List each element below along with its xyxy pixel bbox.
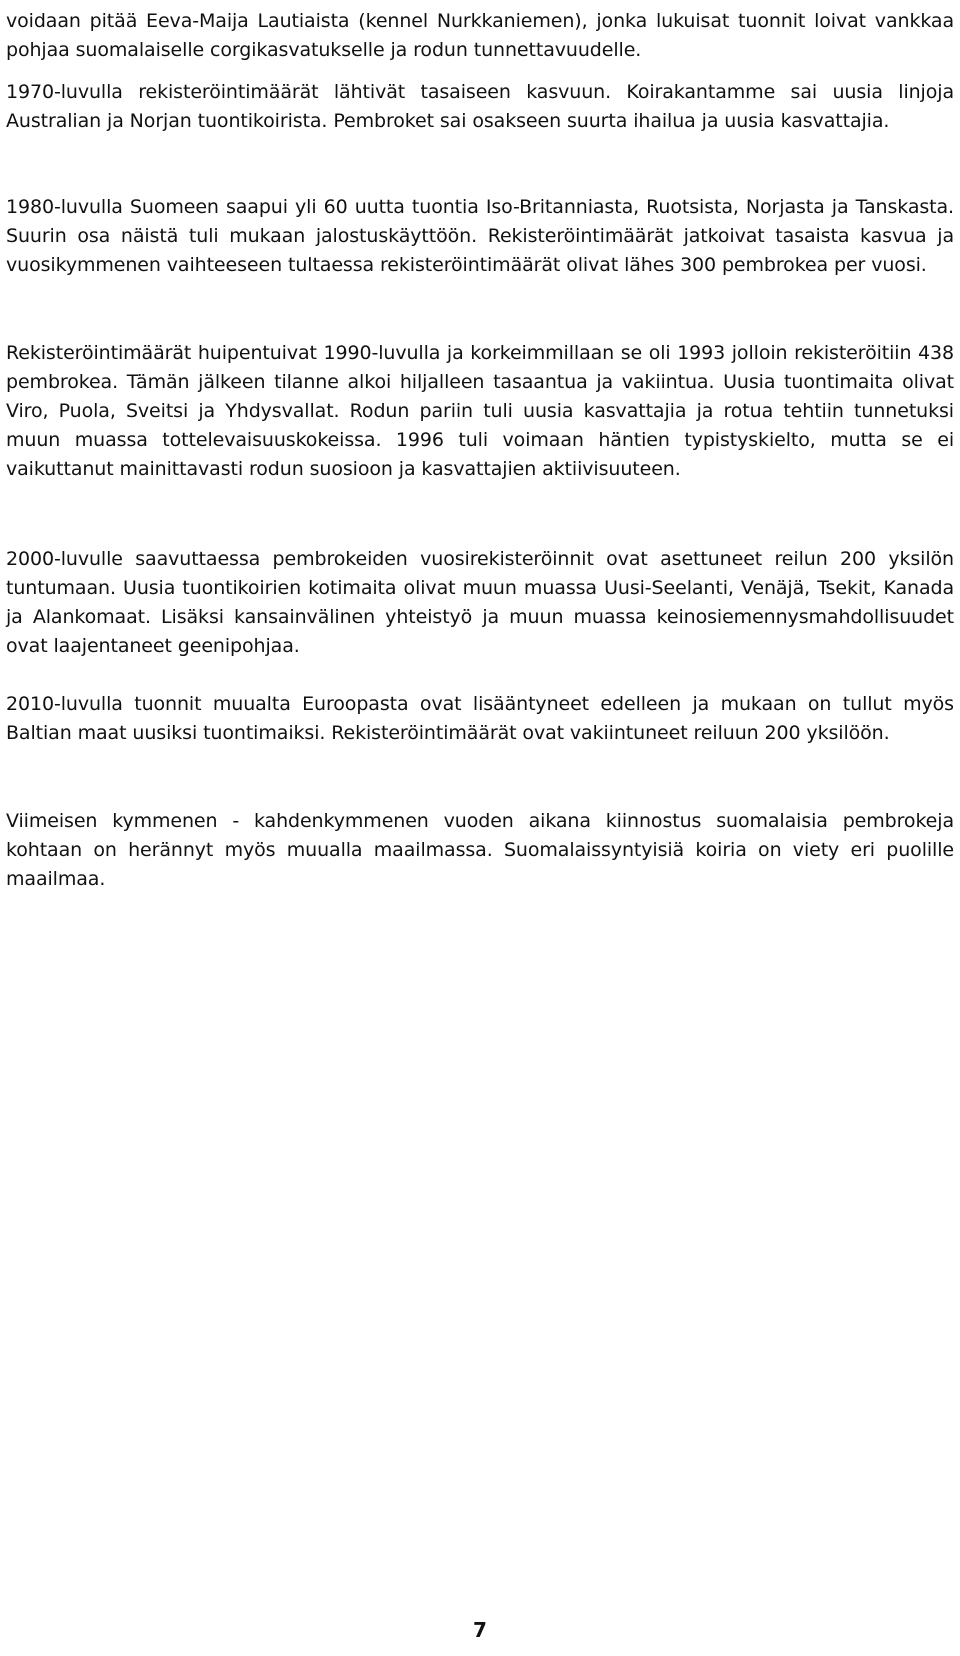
paragraph-2010s: 2010-luvulla tuonnit muualta Euroopasta ovat lisääntyneet edelleen ja mukaan on tullut myös Baltian maat uusiksi tuontimaiksi. Rekisteröintimäärät ovat vakiintuneet reiluun 200 yksilöön. (6, 693, 954, 744)
paragraph-1980s: 1980-luvulla Suomeen saapui yli 60 uutta tuontia Iso-Britanniasta, Ruotsista, Norjasta ja Tanskasta. Suurin osa näistä tuli mukaan jalostuskäyttöön. Rekisteröintimäärät jatkoivat tasaista kasvua ja vuosikymmenen vaihteeseen tultaessa rekisteröintimäärät olivat lähes 300 pembrokea per vuosi. (6, 196, 954, 276)
paragraph-1990s: Rekisteröintimäärät huipentuivat 1990-luvulla ja korkeimmillaan se oli 1993 jolloin rekisteröitiin 438 pembrokea. Tämän jälkeen tilanne alkoi hiljalleen tasaantua ja vakiintua. Uusia tuontimaita olivat Viro, Puola, Sveitsi ja Yhdysvallat. Rodun pariin tuli uusia kasvattajia ja rotua tehtiin tunnetuksi muun muassa tottelevaisuuskokeissa. 1996 tuli voimaan häntien typistyskielto, mutta se ei vaikuttanut mainittavasti rodun suosioon ja kasvattajien aktiivisuuteen. (6, 342, 954, 480)
paragraph-international-interest: Viimeisen kymmenen - kahdenkymmenen vuoden aikana kiinnostus suomalaisia pembrokeja kohtaan on herännyt myös muualla maailmassa. Suomalaissyntyisiä koiria on viety eri puolille maailmaa. (6, 810, 954, 890)
page-number: 7 (473, 1618, 487, 1642)
paragraph-kennel-nurkkaniemen: voidaan pitää Eeva-Maija Lautiaista (kennel Nurkkaniemen), jonka lukuisat tuonnit loivat vankkaa pohjaa suomalaiselle corgikasvatukselle ja rodun tunnettavuudelle. (6, 10, 954, 61)
paragraph-1970s: 1970-luvulla rekisteröintimäärät lähtivät tasaiseen kasvuun. Koirakantamme sai uusia linjoja Australian ja Norjan tuontikoirista. Pembroket sai osakseen suurta ihailua ja uusia kasvattajia. (6, 81, 954, 132)
paragraph-2000s: 2000-luvulle saavuttaessa pembrokeiden vuosirekisteröinnit ovat asettuneet reilun 200 yksilön tuntumaan. Uusia tuontikoirien kotimaita olivat muun muassa Uusi-Seelanti, Venäjä, Tsekit, Kanada ja Alankomaat. Lisäksi kansainvälinen yhteistyö ja muun muassa keinosiemennysmahdollisuudet ovat laajentaneet geenipohjaa. (6, 548, 954, 657)
